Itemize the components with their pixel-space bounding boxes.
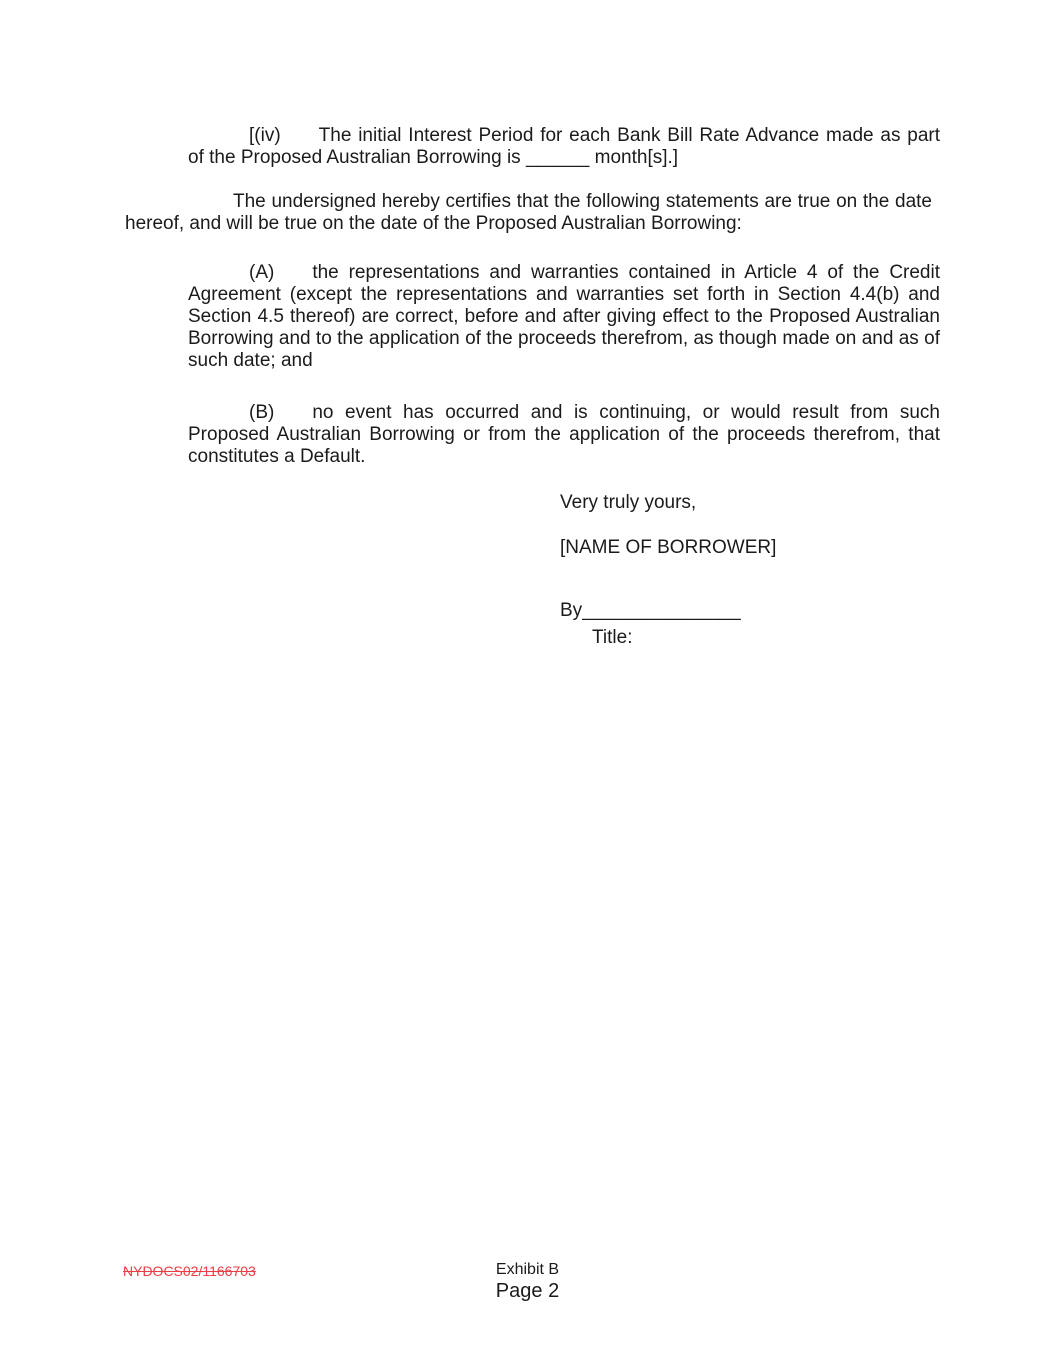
paragraph-a	[188, 262, 940, 372]
footer-page-number: Page 2	[495, 1280, 560, 1302]
paragraph-certification: The undersigned hereby certifies that the following statements are true on the date hereof, and will be true on the date of the Proposed Australian Borrowing:	[125, 191, 932, 234]
tab-spacer	[274, 277, 312, 278]
signature-closing: Very truly yours,	[560, 492, 697, 513]
paragraph-iv-label: [(iv)	[249, 125, 281, 146]
signature-by-line	[560, 600, 741, 622]
footer-document-number: NYDOCS02/1166703	[123, 1263, 256, 1279]
paragraph-b	[188, 402, 940, 468]
paragraph-iv-text: The initial Interest Period for each Bank Bill Rate Advance made as part of the Proposed Australian Borrowing is ______ month[s].]	[188, 125, 940, 168]
signature-by-label: By	[560, 600, 583, 621]
paragraph-b-text: no event has occurred and is continuing, or would result from such Proposed Australian Borrowing or from the application of the proceeds therefrom, that constitutes a Default.	[188, 402, 940, 467]
paragraph-a-text: the representations and warranties contained in Article 4 of the Credit Agreement (except the representations and warranties set forth in Section 4.4(b) and Section 4.5 thereof) are correct, before and after giving effect to the Proposed Australian Borrowing and to the application of the proceeds therefrom, as though made on and as of such date; and	[188, 262, 940, 371]
paragraph-iv	[188, 125, 940, 169]
signature-title-label: Title:	[592, 627, 633, 648]
tab-spacer	[274, 417, 312, 418]
paragraph-a-label: (A)	[249, 262, 275, 283]
tab-spacer	[281, 140, 319, 141]
signature-blank-line: _______________	[582, 600, 741, 621]
footer-exhibit-label: Exhibit B	[495, 1261, 560, 1278]
signature-borrower-name: [NAME OF BORROWER]	[560, 537, 777, 558]
paragraph-b-label: (B)	[249, 402, 275, 423]
